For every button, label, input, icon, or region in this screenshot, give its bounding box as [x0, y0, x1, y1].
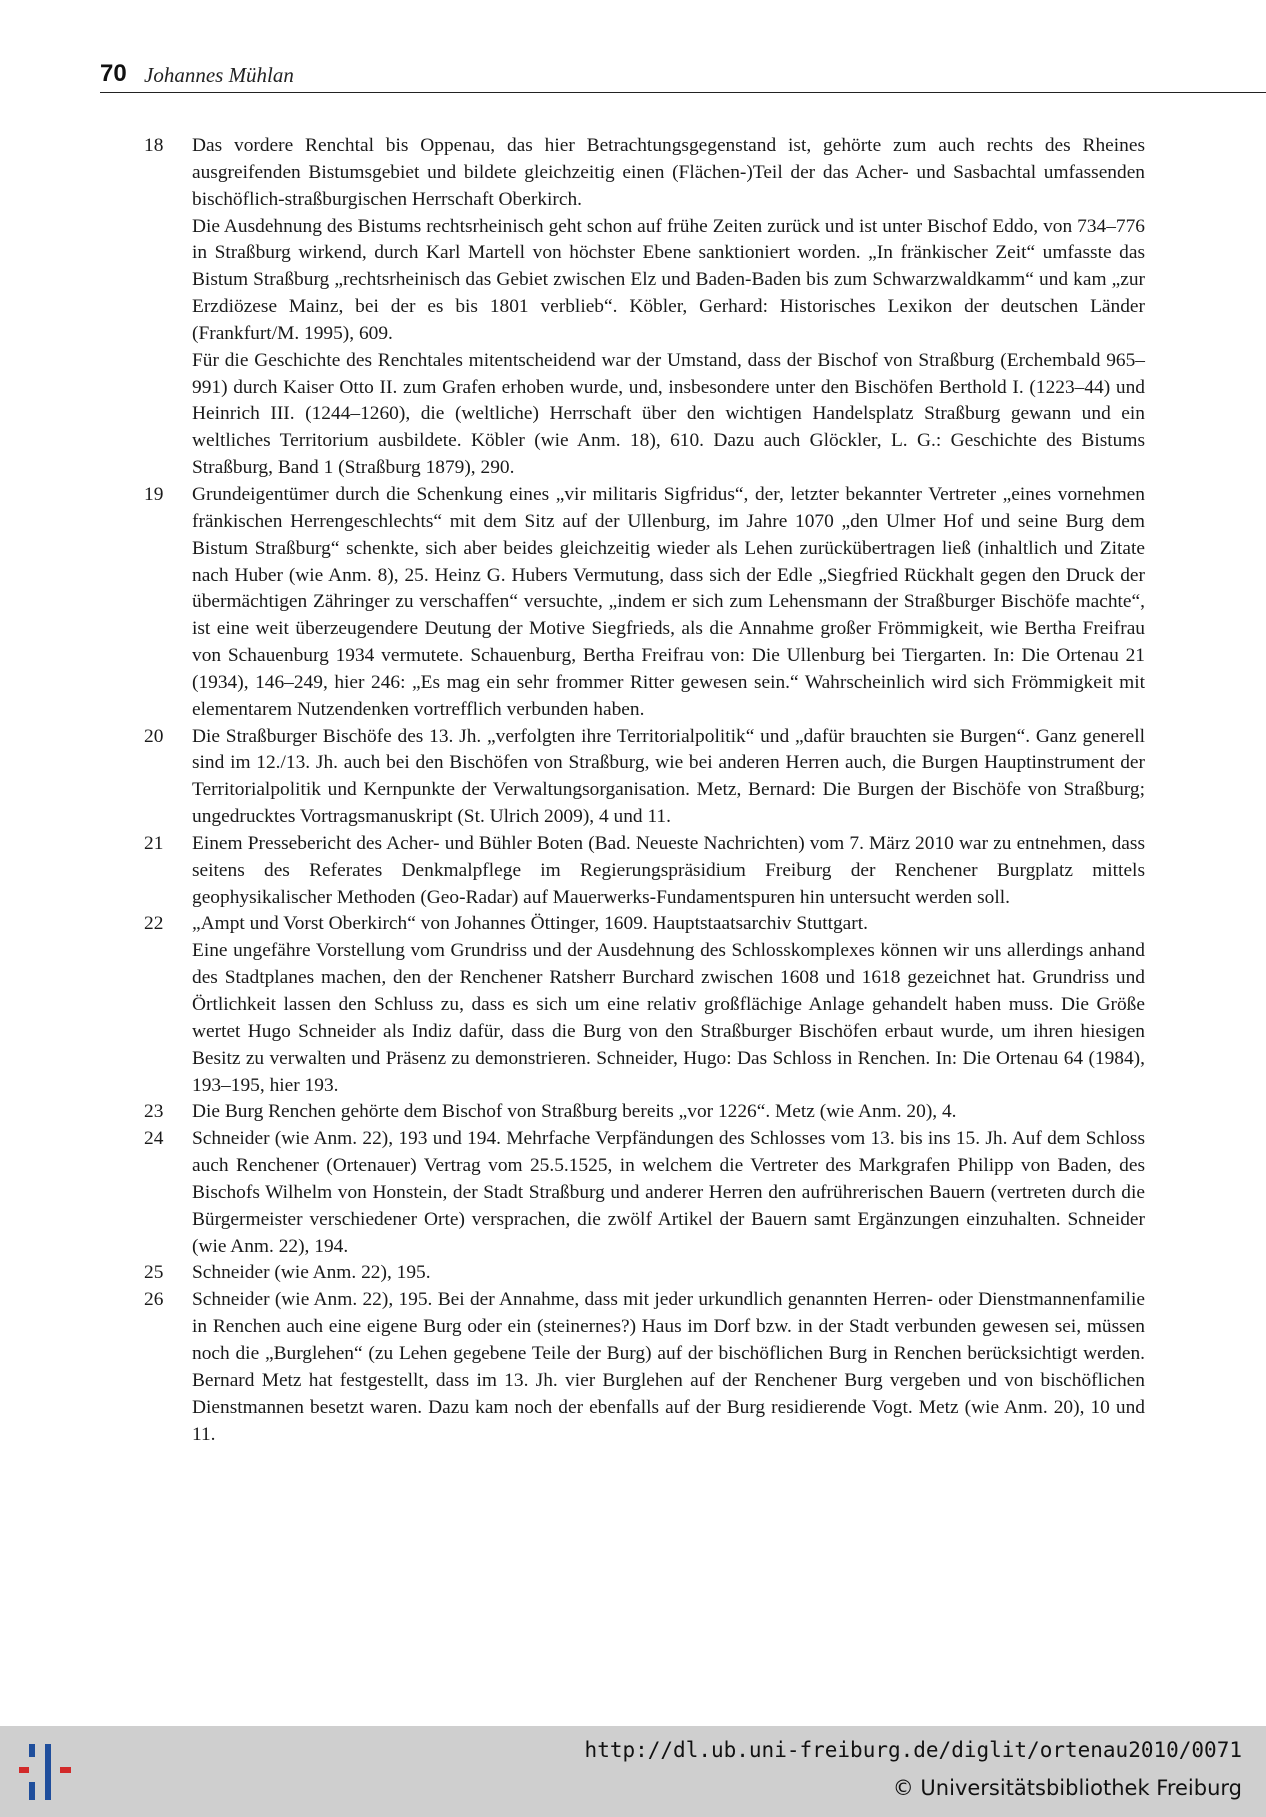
endnote-paragraph: Grundeigentümer durch die Schenkung eines „vir militaris Sigfridus“, der, letzter bekannter Vertreter „eines vornehmen fränkischen Herrengeschlechts“ mit dem Sitz auf der Ullenburg, im Jahre 1070 „den Ulmer Hof und seine Burg dem Bistum Straßburg“ schenkte, sich aber beides gleichzeitig wieder als Lehen zurückübertragen ließ (inhaltlich und Zitate nach Huber (wie Anm. 8), 25. Heinz G. Hubers Vermutung, dass sich der Edle „Siegfried Rückhalt gegen den Druck der übermächtigen Zähringer zu verschaffen“ versuchte, „indem er sich zum Lehensmann der Straßburger Bischöfe machte“, ist eine weit überzeugendere Deutung der Motive Siegfrieds, als die Annahme großer Frömmigkeit, wie Bertha Freifrau von Schauenburg 1934 vermutete. Schauenburg, Bertha Freifrau von: Die Ullenburg bei Tiergarten. In: Die Ortenau 21 (1934), 146–249, hier 246: „Es mag ein sehr frommer Ritter gewesen sein.“ Wahrscheinlich wird sich Frömmigkeit mit elementarem Nutzendenken vortrefflich verbunden haben.	[192, 483, 1145, 720]
endnote	[140, 133, 1145, 482]
endnote-paragraph: Schneider (wie Anm. 22), 193 und 194. Mehrfache Verpfändungen des Schlosses vom 13. bis ins 15. Jh. Auf dem Schloss auch Renchener (Ortenauer) Vertrag vom 25.5.1525, in welchem die Vertreter des Markgrafen Philipp von Baden, des Bischofs Wilhelm von Honstein, der Stadt Straßburg und anderer Herren den aufrührerischen Bauern (vertreten durch die Bürgermeister verschiedener Orte) versprachen, die zwölf Artikel der Bauern samt Ergänzungen einzuhalten. Schneider (wie Anm. 22), 194.	[192, 1128, 1145, 1257]
endnote-paragraph: Die Straßburger Bischöfe des 13. Jh. „verfolgten ihre Territorialpolitik“ und „dafür brauchten sie Burgen“. Ganz generell sind im 12./13. Jh. auch bei den Bischöfen von Straßburg, wie bei anderen Herren auch, die Burgen Hauptinstrument der Territorialpolitik und Kernpunkte der Verwaltungsorganisation. Metz, Bernard: Die Burgen der Bischöfe von Straßburg; ungedrucktes Vortragsmanuskript (St. Ulrich 2009), 4 und 11.	[192, 725, 1145, 828]
endnote-paragraph: „Ampt und Vorst Oberkirch“ von Johannes Öttinger, 1609. Hauptstaatsarchiv Stuttgart.	[192, 913, 868, 935]
endnotes-list	[140, 133, 1145, 1448]
endnote-paragraph: Das vordere Renchtal bis Oppenau, das hier Betrachtungsgegenstand ist, gehörte zum auch rechts des Rheines ausgreifenden Bistumsgebiet und bildete gleichzeitig einen (Flächen-)Teil der das Acher- und Sasbachtal umfassenden bischöflich-straßburgischen Herrschaft Oberkirch.	[192, 135, 1145, 210]
endnote-paragraph: Die Ausdehnung des Bistums rechtsrheinisch geht schon auf frühe Zeiten zurück und ist unter Bischof Eddo, von 734–776 in Straßburg wirkend, durch Karl Martell von höchster Ebene sanktioniert worden. „In fränkischer Zeit“ umfasste das Bistum Straßburg „rechtsrheinisch das Gebiet zwischen Elz und Baden-Baden bis zum Schwarzwaldkamm“ und kam „zur Erzdiözese Mainz, bei der es bis 1801 verblieb“. Köbler, Gerhard: Historisches Lexikon der deutschen Länder (Frankfurt/M. 1995), 609.	[192, 215, 1145, 344]
copyright-notice: © Universitätsbibliothek Freiburg	[892, 1776, 1242, 1800]
running-head-author: Johannes Mühlan	[144, 63, 294, 87]
endnote	[140, 1099, 1145, 1126]
endnote	[140, 724, 1145, 831]
endnote-number: 25	[144, 1262, 164, 1284]
endnote-number: 20	[144, 725, 164, 747]
endnote	[140, 1287, 1145, 1448]
endnote-paragraph: Die Burg Renchen gehörte dem Bischof von Straßburg bereits „vor 1226“. Metz (wie Anm. 20), 4.	[192, 1101, 957, 1123]
endnote-number: 18	[144, 135, 164, 156]
endnote-paragraph: Schneider (wie Anm. 22), 195. Bei der Annahme, dass mit jeder urkundlich genannten Herren- oder Dienstmannenfamilie in Renchen auch eine eigene Burg oder ein (steinernes?) Haus im Dorf bzw. in der Stadt verbunden gewesen sei, müssen noch die „Burglehen“ (zu Lehen gegebene Teile der Burg) auf der bischöflichen Burg in Renchen berücksichtigt werden. Bernard Metz hat festgestellt, dass im 13. Jh. vier Burglehen auf der Renchener Burg vergeben und von bischöflichen Dienstmannen besetzt waren. Dazu kam noch der ebenfalls auf der Burg residierende Vogt. Metz (wie Anm. 20), 10 und 11.	[192, 1289, 1145, 1445]
source-url-link[interactable]: http://dl.ub.uni-freiburg.de/diglit/ortenau2010/0071	[584, 1738, 1242, 1762]
endnote-paragraph: Eine ungefähre Vorstellung vom Grundriss und der Ausdehnung des Schlosskomplexes können wir uns allerdings anhand des Stadtplanes machen, den der Renchener Ratsherr Burchard zwischen 1608 und 1618 gezeichnet hat. Grundriss und Örtlichkeit lassen den Schluss zu, dass es sich um eine relativ großflächige Anlage gehandelt haben muss. Die Größe wertet Hugo Schneider als Indiz dafür, dass die Burg von den Straßburger Bischöfen erbaut wurde, um ihren hiesigen Besitz zu verwalten und Präsenz zu demonstrieren. Schneider, Hugo: Das Schloss in Renchen. In: Die Ortenau 64 (1984), 193–195, hier 193.	[192, 940, 1145, 1096]
endnote-number: 22	[144, 913, 164, 935]
endnote	[140, 1126, 1145, 1260]
endnote-number: 23	[144, 1101, 164, 1123]
running-header	[100, 56, 1266, 93]
endnote-paragraph: Für die Geschichte des Renchtales mitentscheidend war der Umstand, dass der Bischof von Straßburg (Erchembald 965–991) durch Kaiser Otto II. zum Grafen erhoben wurde, und, insbesondere unter den Bischöfen Berthold I. (1223–44) und Heinrich III. (1244–1260), die (weltliche) Herrschaft über den wichtigen Handelsplatz Straßburg gewann und ein weltliches Territorium ausbildete. Köbler (wie Anm. 18), 610. Dazu auch Glöckler, L. G.: Geschichte des Bistums Straßburg, Band 1 (Straßburg 1879), 290.	[192, 349, 1145, 479]
endnote	[140, 482, 1145, 724]
endnote-number: 24	[144, 1128, 164, 1150]
footer-bar	[0, 1726, 1266, 1817]
endnote-paragraph: Einem Pressebericht des Acher- und Bühler Boten (Bad. Neueste Nachrichten) vom 7. März 2010 war zu entnehmen, dass seitens des Referates Denkmalpflege im Regierungspräsidium Freiburg der Renchener Burgplatz mittels geophysikalischer Methoden (Geo-Radar) auf Mauerwerks-Fundamentspuren hin untersucht werden soll.	[192, 832, 1145, 908]
endnote	[140, 1260, 1145, 1287]
endnote-number: 21	[144, 832, 164, 854]
ub-freiburg-logo-icon	[16, 1740, 80, 1804]
page-number: 70	[100, 60, 127, 87]
endnote-paragraph: Schneider (wie Anm. 22), 195.	[192, 1262, 431, 1284]
endnote	[140, 911, 1145, 1099]
endnote-number: 26	[144, 1289, 164, 1311]
endnote-number: 19	[144, 483, 164, 505]
endnote	[140, 831, 1145, 912]
